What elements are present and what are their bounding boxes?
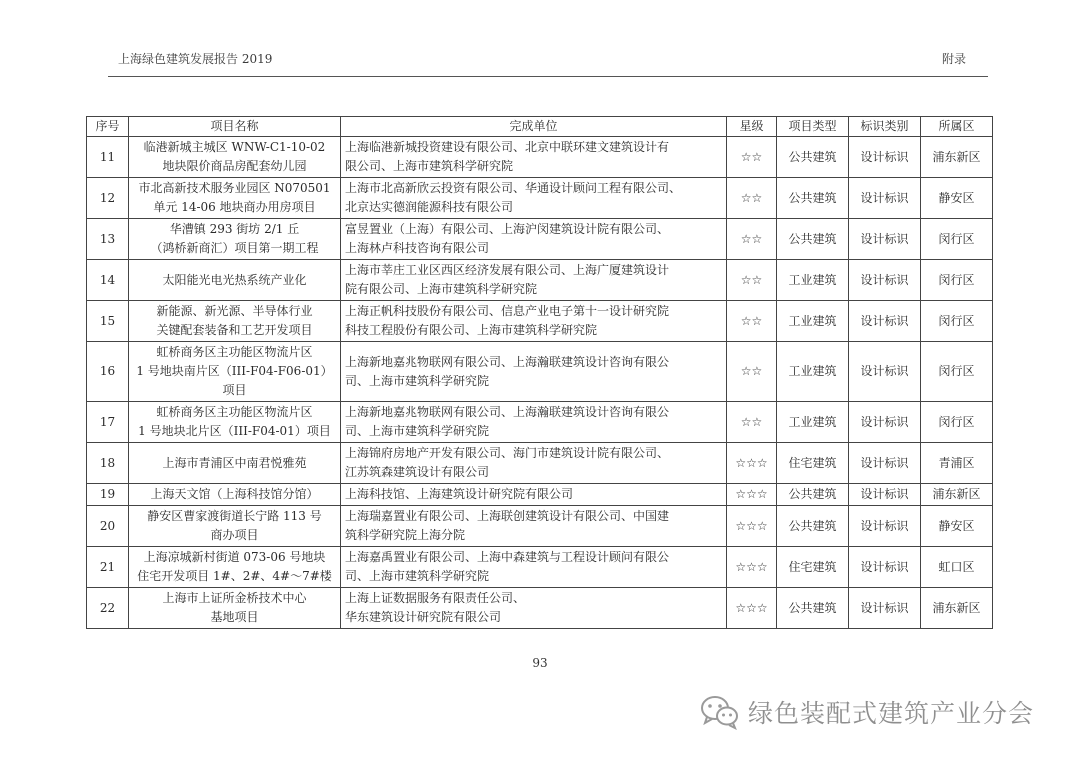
cell-name: [129, 260, 341, 301]
cell-no: 15: [87, 301, 129, 342]
report-title: 上海绿色建筑发展报告 2019: [118, 52, 273, 66]
cell-no: 22: [87, 588, 129, 629]
cell-type: 公共建筑: [777, 219, 849, 260]
cell-no: 18: [87, 443, 129, 484]
column-header-label: 标识类别: [849, 117, 921, 137]
cell-area: 闵行区: [921, 301, 993, 342]
cell-star: ☆☆: [727, 137, 777, 178]
cell-star: ☆☆: [727, 219, 777, 260]
cell-type: 公共建筑: [777, 588, 849, 629]
table-row: [87, 301, 993, 342]
cell-unit-line: 司、上海市建筑科学研究院: [345, 569, 490, 583]
cell-name-line: 上海市上证所金桥技术中心: [162, 591, 307, 605]
cell-name-line: 上海天文馆（上海科技馆分馆）: [150, 487, 319, 501]
cell-type: 公共建筑: [777, 178, 849, 219]
table-header-row: [87, 117, 993, 137]
cell-area: 青浦区: [921, 443, 993, 484]
table-row: [87, 178, 993, 219]
cell-unit-line: 院有限公司、上海市建筑科学研究院: [345, 282, 538, 296]
cell-no: 17: [87, 402, 129, 443]
cell-area: 闵行区: [921, 402, 993, 443]
cell-unit: [341, 443, 727, 484]
cell-star: ☆☆☆: [727, 547, 777, 588]
cell-label: 设计标识: [849, 260, 921, 301]
cell-star: ☆☆: [727, 260, 777, 301]
cell-name-line: 基地项目: [210, 610, 259, 624]
column-header-star: 星级: [727, 117, 777, 137]
cell-name-line: 商办项目: [210, 528, 259, 542]
cell-unit-line: 科技工程股份有限公司、上海市建筑科学研究院: [345, 323, 598, 337]
cell-name: [129, 301, 341, 342]
cell-label: 设计标识: [849, 402, 921, 443]
cell-name-line: 关键配套装备和工艺开发项目: [156, 323, 313, 337]
cell-name: [129, 178, 341, 219]
cell-star: ☆☆☆: [727, 588, 777, 629]
cell-unit-line: 华东建筑设计研究院有限公司: [345, 610, 502, 624]
cell-name-line: 上海市青浦区中南君悦雅苑: [162, 455, 307, 470]
cell-name: [129, 137, 341, 178]
cell-area: 浦东新区: [921, 588, 993, 629]
cell-unit-line: 上海市北高新欣云投资有限公司、华通设计顾问工程有限公司、: [345, 181, 682, 195]
column-header-no: 序号: [87, 117, 129, 137]
cell-type: 住宅建筑: [777, 443, 849, 484]
cell-name-line: 上海凉城新村街道 073-06 号地块: [143, 550, 326, 564]
cell-unit-line: 上海林卢科技咨询有限公司: [345, 241, 490, 255]
cell-label: 设计标识: [849, 178, 921, 219]
table-row: [87, 137, 993, 178]
column-header-area: 所属区: [921, 117, 993, 137]
cell-unit: [341, 506, 727, 547]
cell-area: 闵行区: [921, 219, 993, 260]
cell-name: [129, 588, 341, 629]
cell-unit: [341, 301, 727, 342]
cell-unit: [341, 342, 727, 402]
cell-name-line: 太阳能光电光热系统产业化: [162, 272, 307, 287]
cell-no: 11: [87, 137, 129, 178]
cell-unit-line: 司、上海市建筑科学研究院: [345, 373, 490, 388]
cell-no: 19: [87, 484, 129, 506]
cell-name-line: 静安区曹家渡街道长宁路 113 号: [147, 509, 322, 523]
cell-label: 设计标识: [849, 547, 921, 588]
cell-area: 闵行区: [921, 342, 993, 402]
cell-star: ☆☆: [727, 178, 777, 219]
cell-label: 设计标识: [849, 137, 921, 178]
cell-area: 虹口区: [921, 547, 993, 588]
cell-no: 14: [87, 260, 129, 301]
cell-type: 工业建筑: [777, 402, 849, 443]
project-table: [86, 116, 993, 629]
cell-label: 设计标识: [849, 484, 921, 506]
cell-unit-line: 上海市莘庄工业区西区经济发展有限公司、上海广厦建筑设计: [345, 263, 670, 277]
cell-name-line: 项目: [222, 383, 247, 397]
table-row: [87, 402, 993, 443]
cell-unit-line: 北京达实德润能源科技有限公司: [345, 200, 514, 214]
cell-name-line: 虹桥商务区主功能区物流片区: [156, 405, 313, 419]
cell-name: [129, 443, 341, 484]
cell-type: 工业建筑: [777, 342, 849, 402]
cell-unit: [341, 588, 727, 629]
cell-unit-line: 江苏筑森建筑设计有限公司: [345, 465, 490, 479]
cell-star: ☆☆: [727, 402, 777, 443]
cell-unit-line: 限公司、上海市建筑科学研究院: [345, 159, 514, 173]
cell-unit: [341, 402, 727, 443]
cell-star: ☆☆☆: [727, 506, 777, 547]
cell-unit-line: 上海嘉禹置业有限公司、上海中森建筑与工程设计顾问有限公: [345, 550, 670, 564]
cell-unit-line: 上海锦府房地产开发有限公司、海门市建筑设计院有限公司、: [345, 446, 670, 460]
cell-area: 闵行区: [921, 260, 993, 301]
cell-name-line: 临港新城主城区 WNW-C1-10-02: [143, 140, 326, 154]
cell-name-line: 市北高新技术服务业园区 N070501: [138, 181, 331, 195]
table-row: [87, 547, 993, 588]
cell-name-line: 单元 14-06 地块商办用房项目: [153, 200, 316, 214]
watermark: [700, 692, 1060, 732]
cell-type: 工业建筑: [777, 301, 849, 342]
wechat-icon: [700, 694, 740, 730]
cell-label: 设计标识: [849, 219, 921, 260]
cell-star: ☆☆: [727, 342, 777, 402]
cell-unit-line: 富昱置业（上海）有限公司、上海沪闵建筑设计院有限公司、: [345, 222, 670, 236]
cell-name-line: 虹桥商务区主功能区物流片区: [156, 345, 313, 359]
watermark-text: 绿色装配式建筑产业分会: [748, 699, 1035, 728]
cell-name: [129, 484, 341, 506]
cell-label: 设计标识: [849, 301, 921, 342]
cell-name-line: 华漕镇 293 街坊 2/1 丘: [169, 222, 300, 236]
cell-name-line: 住宅开发项目 1#、2#、4#～7#楼: [137, 569, 332, 583]
cell-unit: [341, 137, 727, 178]
cell-unit: [341, 260, 727, 301]
table-row: [87, 484, 993, 506]
cell-unit-line: 上海正帆科技股份有限公司、信息产业电子第十一设计研究院: [345, 304, 670, 318]
cell-name-line: 1 号地块北片区（III-F04-01）项目: [138, 424, 331, 438]
cell-name: [129, 506, 341, 547]
cell-area: 浦东新区: [921, 484, 993, 506]
cell-unit: [341, 178, 727, 219]
cell-label: 设计标识: [849, 342, 921, 402]
cell-area: 静安区: [921, 506, 993, 547]
section-label: 附录: [941, 52, 966, 66]
page-header: [118, 50, 966, 72]
table-row: [87, 443, 993, 484]
cell-unit-line: 司、上海市建筑科学研究院: [345, 424, 490, 438]
cell-unit-line: 上海科技馆、上海建筑设计研究院有限公司: [345, 487, 574, 501]
cell-unit-line: 上海临港新城投资建设有限公司、北京中联环建文建筑设计有: [345, 140, 670, 154]
cell-name-line: （鸿桥新商汇）项目第一期工程: [150, 241, 319, 255]
table-row: [87, 506, 993, 547]
cell-unit: [341, 547, 727, 588]
cell-label: 设计标识: [849, 506, 921, 547]
column-header-type: 项目类型: [777, 117, 849, 137]
cell-unit-line: 上海上证数据服务有限责任公司、: [345, 591, 526, 605]
cell-type: 公共建筑: [777, 484, 849, 506]
table-row: [87, 588, 993, 629]
cell-star: ☆☆☆: [727, 484, 777, 506]
cell-unit-line: 上海瑞嘉置业有限公司、上海联创建筑设计有限公司、中国建: [345, 509, 670, 523]
cell-name-line: 1 号地块南片区（III-F04-F06-01）: [136, 364, 333, 378]
page-number: 93: [532, 656, 548, 670]
table-row: [87, 342, 993, 402]
cell-star: ☆☆: [727, 301, 777, 342]
cell-name-line: 新能源、新光源、半导体行业: [156, 304, 313, 318]
column-header-name: 项目名称: [129, 117, 341, 137]
cell-area: 浦东新区: [921, 137, 993, 178]
cell-type: 住宅建筑: [777, 547, 849, 588]
cell-unit: [341, 484, 727, 506]
cell-no: 16: [87, 342, 129, 402]
cell-name: [129, 402, 341, 443]
table-row: [87, 219, 993, 260]
cell-no: 12: [87, 178, 129, 219]
cell-label: 设计标识: [849, 588, 921, 629]
cell-no: 13: [87, 219, 129, 260]
cell-name: [129, 219, 341, 260]
cell-unit-line: 上海新地嘉兆物联网有限公司、上海瀚联建筑设计咨询有限公: [345, 354, 670, 369]
cell-type: 公共建筑: [777, 137, 849, 178]
cell-unit-line: 筑科学研究院上海分院: [345, 528, 466, 542]
cell-unit: [341, 219, 727, 260]
cell-label: 设计标识: [849, 443, 921, 484]
cell-name: [129, 342, 341, 402]
cell-area: 静安区: [921, 178, 993, 219]
table-body: [87, 137, 993, 629]
cell-no: 20: [87, 506, 129, 547]
cell-star: ☆☆☆: [727, 443, 777, 484]
cell-no: 21: [87, 547, 129, 588]
cell-name: [129, 547, 341, 588]
cell-type: 公共建筑: [777, 506, 849, 547]
cell-name-line: 地块限价商品房配套幼儿园: [162, 159, 307, 173]
table-row: [87, 260, 993, 301]
cell-unit-line: 上海新地嘉兆物联网有限公司、上海瀚联建筑设计咨询有限公: [345, 405, 670, 419]
cell-type: 工业建筑: [777, 260, 849, 301]
column-header-unit: 完成单位: [341, 117, 727, 137]
header-divider: [108, 76, 988, 77]
